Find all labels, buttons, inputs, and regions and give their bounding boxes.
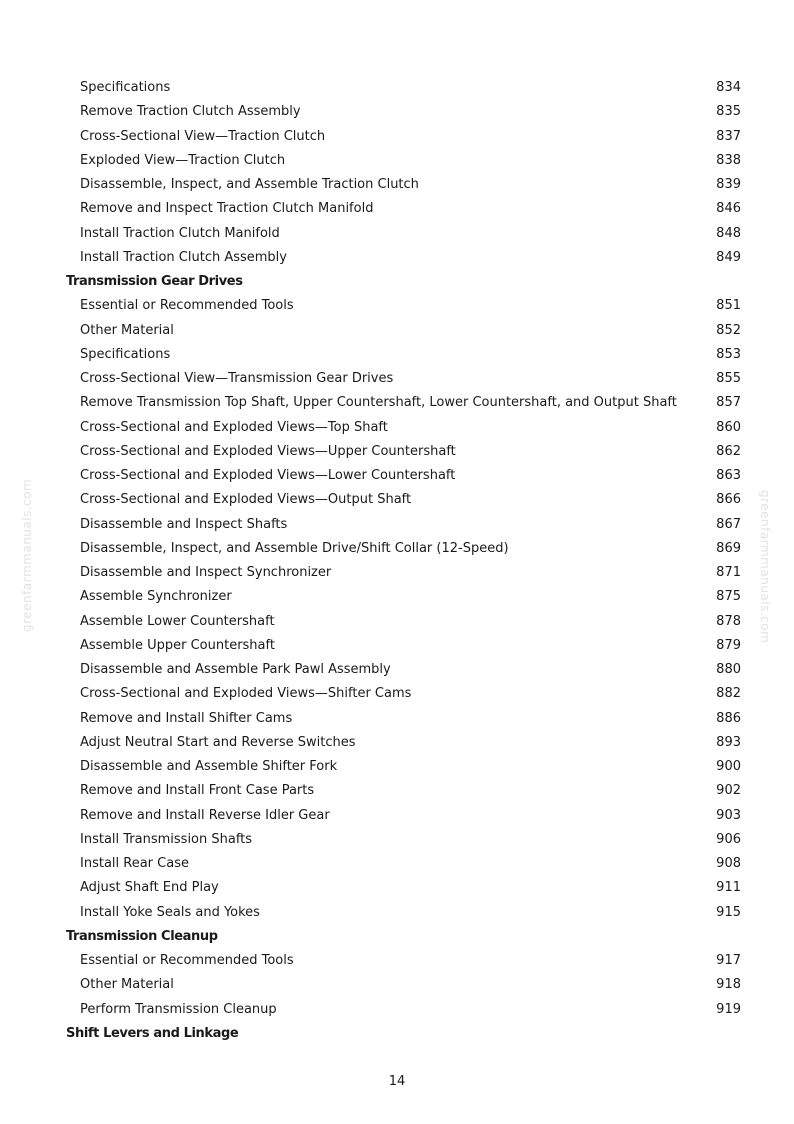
watermark-left: greenfarmmanuals.com: [20, 478, 34, 632]
entry-title: Cross-Sectional and Exploded Views—Output Shaft: [80, 492, 412, 508]
entry-page-number: 915: [716, 904, 741, 920]
entry-title: Remove Traction Clutch Assembly: [80, 104, 301, 120]
entry-page-number: 906: [716, 831, 741, 847]
toc-entry[interactable]: [0, 294, 794, 318]
entry-page-number: 879: [716, 637, 741, 653]
entry-page-number: 869: [716, 540, 741, 556]
toc-entry[interactable]: [0, 949, 794, 973]
toc-entry[interactable]: [0, 852, 794, 876]
toc-entry[interactable]: [0, 367, 794, 391]
toc-entry[interactable]: [0, 973, 794, 997]
toc-entry[interactable]: [0, 876, 794, 900]
entry-title: Cross-Sectional and Exploded Views—Upper Countershaft: [80, 443, 456, 459]
toc-entry[interactable]: [0, 391, 794, 415]
toc-entry[interactable]: [0, 658, 794, 682]
entry-page-number: 849: [716, 249, 741, 265]
toc-entry[interactable]: [0, 561, 794, 585]
entry-title: Cross-Sectional and Exploded Views—Top Shaft: [80, 419, 388, 435]
entry-title: Remove Transmission Top Shaft, Upper Countershaft, Lower Countershaft, and Output Shaft: [80, 395, 677, 411]
watermark-right: greenfarmmanuals.com: [758, 490, 772, 644]
section-title: Transmission Cleanup: [66, 928, 218, 944]
entry-title: Assemble Lower Countershaft: [80, 613, 275, 629]
entry-title: Perform Transmission Cleanup: [80, 1001, 277, 1017]
toc-entry[interactable]: [0, 828, 794, 852]
entry-title: Exploded View—Traction Clutch: [80, 152, 286, 168]
entry-title: Install Transmission Shafts: [80, 831, 253, 847]
entry-page-number: 855: [716, 371, 741, 386]
entry-page-number: 838: [716, 152, 741, 168]
entry-page-number: 918: [716, 977, 741, 993]
entry-page-number: 867: [716, 516, 741, 532]
toc-entry[interactable]: [0, 76, 794, 100]
entry-title: Essential or Recommended Tools: [80, 953, 294, 968]
table-of-contents: [0, 76, 794, 1046]
entry-title: Remove and Install Shifter Cams: [80, 710, 293, 726]
toc-entry[interactable]: [0, 464, 794, 488]
toc-entry[interactable]: [0, 197, 794, 221]
entry-title: Cross-Sectional and Exploded Views—Shifter Cams: [80, 686, 412, 702]
toc-section-heading: [0, 1022, 794, 1046]
entry-title: Other Material: [80, 977, 174, 993]
entry-page-number: 908: [716, 856, 741, 871]
entry-title: Essential or Recommended Tools: [80, 298, 294, 314]
entry-page-number: 886: [716, 710, 741, 726]
entry-title: Remove and Install Reverse Idler Gear: [80, 807, 330, 823]
toc-entry[interactable]: [0, 707, 794, 731]
entry-title: Other Material: [80, 322, 174, 338]
entry-title: Disassemble and Assemble Shifter Fork: [80, 759, 338, 774]
entry-title: Remove and Inspect Traction Clutch Manifold: [80, 201, 374, 217]
toc-entry[interactable]: [0, 416, 794, 440]
entry-page-number: 866: [716, 492, 741, 508]
entry-page-number: 846: [716, 201, 741, 217]
entry-page-number: 837: [716, 128, 741, 144]
section-title: Transmission Gear Drives: [66, 274, 243, 289]
entry-page-number: 835: [716, 104, 741, 120]
toc-entry[interactable]: [0, 246, 794, 270]
toc-entry[interactable]: [0, 343, 794, 367]
section-title: Shift Levers and Linkage: [66, 1025, 239, 1041]
entry-page-number: 903: [716, 807, 741, 823]
entry-title: Remove and Install Front Case Parts: [80, 783, 315, 799]
entry-page-number: 893: [716, 734, 741, 750]
entry-page-number: 834: [716, 80, 741, 95]
toc-entry[interactable]: [0, 149, 794, 173]
entry-page-number: 839: [716, 177, 741, 192]
entry-page-number: 882: [716, 686, 741, 702]
toc-entry[interactable]: [0, 731, 794, 755]
entry-title: Disassemble and Inspect Shafts: [80, 516, 288, 532]
entry-title: Disassemble and Assemble Park Pawl Assembly: [80, 662, 391, 677]
entry-title: Install Yoke Seals and Yokes: [80, 904, 260, 920]
toc-entry[interactable]: [0, 610, 794, 634]
toc-entry[interactable]: [0, 779, 794, 803]
entry-title: Install Rear Case: [80, 856, 189, 871]
entry-page-number: 875: [716, 589, 741, 605]
entry-title: Cross-Sectional View—Transmission Gear Drives: [80, 371, 394, 386]
entry-page-number: 848: [716, 225, 741, 241]
entry-page-number: 860: [716, 419, 741, 435]
toc-entry[interactable]: [0, 537, 794, 561]
entry-page-number: 851: [716, 298, 741, 314]
toc-entry[interactable]: [0, 125, 794, 149]
entry-title: Cross-Sectional View—Traction Clutch: [80, 128, 326, 144]
toc-entry[interactable]: [0, 173, 794, 197]
toc-entry[interactable]: [0, 319, 794, 343]
toc-entry[interactable]: [0, 222, 794, 246]
entry-title: Install Traction Clutch Assembly: [80, 249, 287, 265]
entry-title: Specifications: [80, 346, 171, 362]
toc-entry[interactable]: [0, 513, 794, 537]
toc-section-heading: [0, 925, 794, 949]
entry-title: Adjust Neutral Start and Reverse Switches: [80, 734, 356, 750]
entry-title: Assemble Upper Countershaft: [80, 637, 275, 653]
entry-page-number: 880: [716, 662, 741, 677]
toc-entry[interactable]: [0, 901, 794, 925]
entry-page-number: 917: [716, 953, 741, 968]
entry-title: Assemble Synchronizer: [80, 589, 232, 605]
toc-entry[interactable]: [0, 755, 794, 779]
toc-section-heading: [0, 270, 794, 294]
entry-page-number: 863: [716, 468, 741, 483]
entry-title: Specifications: [80, 80, 171, 95]
entry-page-number: 919: [716, 1001, 741, 1017]
entry-page-number: 878: [716, 613, 741, 629]
toc-entry[interactable]: [0, 100, 794, 124]
entry-title: Disassemble, Inspect, and Assemble Traction Clutch: [80, 177, 419, 192]
entry-page-number: 857: [716, 395, 741, 411]
entry-page-number: 871: [716, 565, 741, 580]
toc-entry[interactable]: [0, 804, 794, 828]
page-number: 14: [388, 1074, 406, 1089]
toc-entry[interactable]: [0, 440, 794, 464]
entry-page-number: 862: [716, 443, 741, 459]
entry-page-number: 853: [716, 346, 741, 362]
entry-page-number: 852: [716, 322, 741, 338]
entry-title: Adjust Shaft End Play: [80, 880, 219, 896]
entry-title: Install Traction Clutch Manifold: [80, 225, 280, 241]
toc-entry[interactable]: [0, 585, 794, 609]
entry-title: Disassemble and Inspect Synchronizer: [80, 565, 332, 580]
toc-entry[interactable]: [0, 488, 794, 512]
toc-entry[interactable]: [0, 682, 794, 706]
entry-title: Cross-Sectional and Exploded Views—Lower Countershaft: [80, 468, 456, 483]
entry-page-number: 902: [716, 783, 741, 799]
entry-page-number: 900: [716, 759, 741, 774]
entry-page-number: 911: [716, 880, 741, 896]
entry-title: Disassemble, Inspect, and Assemble Drive/Shift Collar (12-Speed): [80, 540, 509, 556]
toc-entry[interactable]: [0, 634, 794, 658]
toc-entry[interactable]: [0, 998, 794, 1022]
